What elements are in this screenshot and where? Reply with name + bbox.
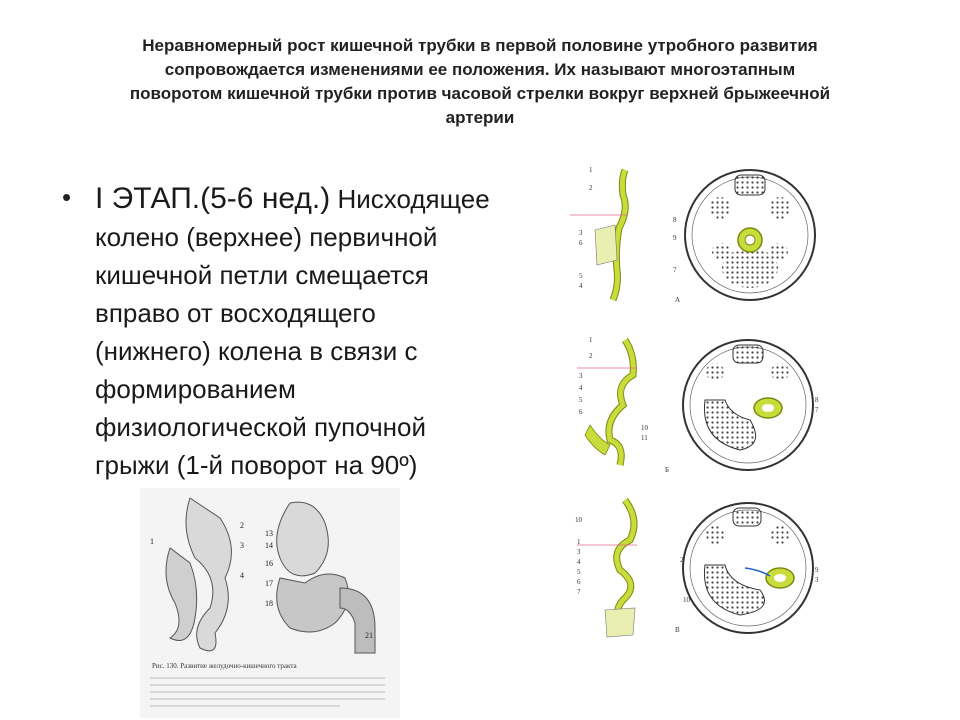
panel-a-gut-tube — [570, 166, 680, 304]
title-line-2: сопровождается изменениями ее положения. Их называют многоэтапным — [164, 60, 796, 79]
label-c-7: 7 — [577, 588, 581, 596]
slide-title — [50, 34, 910, 130]
textbook-figure — [140, 488, 400, 718]
label-c-4: 4 — [577, 558, 581, 566]
figure-caption: Рис. 130. Развитие желудочно-кишечного тракта — [152, 662, 297, 670]
label-b-11: 11 — [641, 434, 648, 442]
label-c-ring-3: 3 — [815, 576, 819, 584]
left-label-2: 2 — [240, 521, 244, 530]
label-c-3: 3 — [577, 548, 581, 556]
label-a-7: 7 — [673, 266, 677, 274]
panel-c-section — [680, 503, 819, 633]
label-c-10: 10 — [575, 516, 582, 524]
bullet-line: грыжи (1-й поворот на 90º) — [95, 450, 418, 480]
left-label-18: 18 — [265, 599, 273, 608]
bullet-dot-icon: • — [62, 182, 72, 212]
label-c-ring-9: 9 — [815, 566, 819, 574]
label-b-3: 3 — [579, 372, 583, 380]
label-a-9: 9 — [673, 234, 677, 242]
bullet-line: (нижнего) колена в связи с — [95, 336, 418, 366]
label-a-8: 8 — [673, 216, 677, 224]
label-b-5: 5 — [579, 396, 583, 404]
label-c-ring-2: 2 — [680, 556, 684, 564]
panel-b-gut-tube — [577, 336, 669, 474]
panel-c-gut-tube — [575, 500, 680, 637]
bullet-line: формированием — [95, 374, 296, 404]
label-b-1: 1 — [589, 336, 593, 344]
label-c-5: 5 — [577, 568, 581, 576]
left-label-17: 17 — [265, 579, 273, 588]
left-label-21: 21 — [365, 631, 373, 640]
label-a-3: 3 — [579, 229, 583, 237]
title-line-3: поворотом кишечной трубки против часовой стрелки вокруг верхней брыжеечной — [129, 84, 831, 103]
bullet-line: колено (верхнее) первичной — [95, 222, 438, 252]
panel-b-section — [683, 340, 819, 470]
label-a-2: 2 — [589, 184, 593, 192]
bullet-line: вправо от восходящего — [95, 298, 376, 328]
panel-letter-c: В — [675, 626, 680, 634]
bullet-line: физиологической пупочной — [95, 412, 426, 442]
label-b-7: 7 — [815, 406, 819, 414]
bullet-line: кишечной петли смещается — [95, 260, 429, 290]
title-line-1: Неравномерный рост кишечной трубки в первой половине утробного развития — [142, 36, 818, 55]
label-c-ring-10: 10 — [683, 596, 690, 604]
left-label-1: 1 — [150, 537, 154, 546]
gut-rotation-figure — [565, 160, 855, 640]
left-label-14: 14 — [265, 541, 273, 550]
title-line-4: артерии — [445, 108, 515, 127]
bullet-text — [95, 180, 490, 484]
label-c-1: 1 — [577, 538, 581, 546]
label-a-5: 5 — [579, 272, 583, 280]
label-a-4: 4 — [579, 282, 583, 290]
left-label-13: 13 — [265, 529, 273, 538]
label-a-6: 6 — [579, 239, 583, 247]
label-a-1: 1 — [589, 166, 593, 174]
left-label-16: 16 — [265, 559, 273, 568]
label-b-10: 10 — [641, 424, 648, 432]
left-label-3: 3 — [240, 541, 244, 550]
panel-letter-b: Б — [665, 466, 670, 474]
panel-a-section — [673, 170, 815, 300]
label-b-4: 4 — [579, 384, 583, 392]
bullet-line: Нисходящее — [337, 184, 490, 214]
panel-letter-a: А — [675, 296, 681, 304]
stage-label: I ЭТАП.(5-6 нед.) — [95, 182, 331, 215]
label-c-6: 6 — [577, 578, 581, 586]
label-b-2: 2 — [589, 352, 593, 360]
label-b-8: 8 — [815, 396, 819, 404]
left-label-4: 4 — [240, 571, 244, 580]
label-b-6: 6 — [579, 408, 583, 416]
